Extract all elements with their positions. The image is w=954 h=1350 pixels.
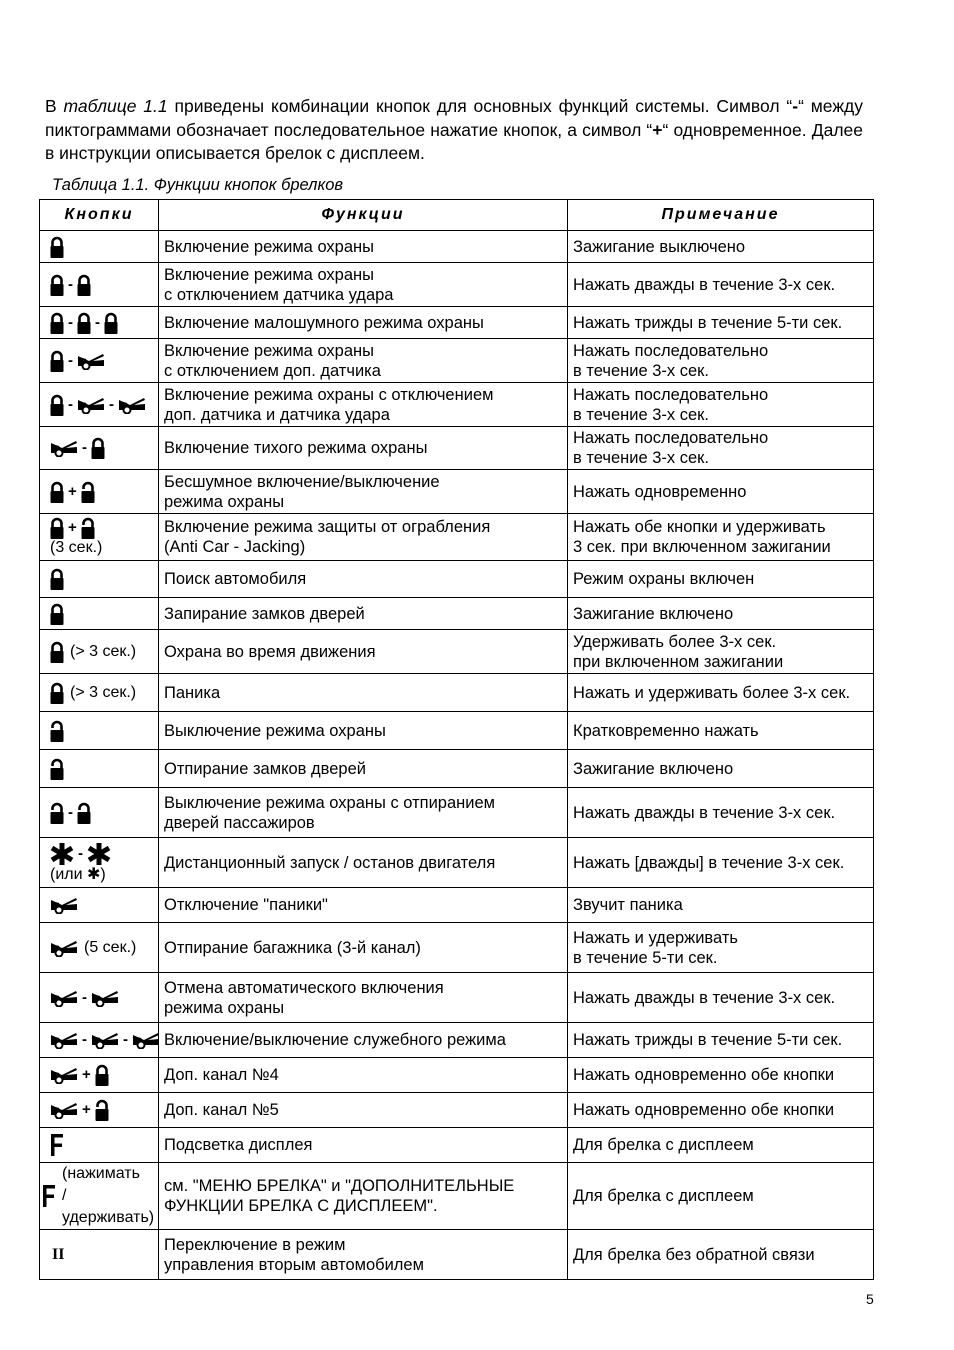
button-combination bbox=[50, 641, 156, 663]
trunk-car-icon bbox=[132, 1031, 160, 1049]
function-cell: Дистанционный запуск / останов двигателя bbox=[159, 838, 568, 888]
note-cell: Зажигание выключено bbox=[568, 231, 874, 263]
table-reference: таблице 1.1 bbox=[63, 96, 168, 116]
note-cell: Нажать дважды в течение 3-х сек. bbox=[568, 973, 874, 1023]
function-cell: Доп. канал №5 bbox=[159, 1093, 568, 1128]
trunk-car-icon bbox=[50, 1031, 78, 1049]
lock-icon bbox=[50, 603, 64, 625]
buttons-cell bbox=[40, 838, 159, 888]
function-cell: Включение режима охраны bbox=[159, 231, 568, 263]
function-cell: см. "МЕНЮ БРЕЛКА" и "ДОПОЛНИТЕЛЬНЫЕ ФУНКЦИИ БРЕЛКА С ДИСПЛЕЕМ". bbox=[159, 1163, 568, 1230]
button-combination bbox=[50, 938, 156, 958]
header-note: Примечание bbox=[568, 200, 874, 231]
lock-icon bbox=[104, 312, 118, 334]
buttons-cell bbox=[40, 888, 159, 923]
simultaneous-separator: + bbox=[68, 519, 77, 536]
button-combination bbox=[50, 274, 156, 296]
table-row bbox=[40, 561, 874, 598]
note-cell: Нажать [дважды] в течение 3-х сек. bbox=[568, 838, 874, 888]
simultaneous-separator: + bbox=[82, 1066, 91, 1083]
intro-paragraph bbox=[45, 95, 863, 166]
sequential-separator: - bbox=[82, 988, 87, 1006]
button-duration-note: (5 сек.) bbox=[84, 938, 137, 956]
table-row bbox=[40, 263, 874, 307]
buttons-cell bbox=[40, 1163, 159, 1230]
note-cell: Удерживать более 3-х сек. при включенном зажигании bbox=[568, 630, 874, 674]
page-number: 5 bbox=[866, 1291, 874, 1307]
table-row bbox=[40, 1093, 874, 1128]
button-duration-note: (> 3 сек.) bbox=[70, 642, 137, 660]
trunk-car-icon bbox=[50, 1101, 78, 1119]
note-cell: Нажать одновременно обе кнопки bbox=[568, 1093, 874, 1128]
buttons-cell bbox=[40, 231, 159, 263]
buttons-cell bbox=[40, 750, 159, 788]
intro-text: приведены комбинации кнопок для основных функций системы. Символ “ bbox=[167, 96, 793, 116]
unlock-icon bbox=[50, 802, 64, 824]
intro-text: “ одновременное. Далее в инструкции описывается брелок с дисплеем. bbox=[45, 119, 863, 163]
unlock-icon bbox=[50, 720, 64, 742]
simultaneous-separator: + bbox=[68, 482, 77, 500]
note-cell: Нажать трижды в течение 5-ти сек. bbox=[568, 307, 874, 339]
trunk-car-icon bbox=[118, 396, 146, 414]
table-row bbox=[40, 838, 874, 888]
note-cell: Нажать и удерживать в течение 5-ти сек. bbox=[568, 923, 874, 973]
lock-icon bbox=[50, 568, 64, 590]
trunk-car-icon bbox=[50, 939, 78, 957]
function-cell: Бесшумное включение/выключение режима охраны bbox=[159, 470, 568, 514]
note-cell: Зажигание включено bbox=[568, 598, 874, 630]
function-cell: Включение режима защиты от ограбления (Anti Car - Jacking) bbox=[159, 514, 568, 561]
button-combination bbox=[50, 1030, 156, 1050]
buttons-cell bbox=[40, 674, 159, 712]
button-combination bbox=[50, 758, 156, 780]
lock-icon bbox=[50, 517, 64, 539]
note-cell: Зажигание включено bbox=[568, 750, 874, 788]
button-combination bbox=[50, 481, 156, 503]
table-row bbox=[40, 788, 874, 838]
note-cell: Режим охраны включен bbox=[568, 561, 874, 598]
table-row bbox=[40, 307, 874, 339]
button-combination bbox=[50, 720, 156, 742]
button-combination bbox=[50, 1133, 156, 1157]
button-combination bbox=[50, 437, 156, 459]
buttons-cell bbox=[40, 561, 159, 598]
note-cell: Нажать и удерживать более 3-х сек. bbox=[568, 674, 874, 712]
note-cell: Нажать обе кнопки и удерживать 3 сек. при включенном зажигании bbox=[568, 514, 874, 561]
note-cell: Нажать дважды в течение 3-х сек. bbox=[568, 788, 874, 838]
note-cell: Кратковременно нажать bbox=[568, 712, 874, 750]
button-combination bbox=[50, 988, 156, 1008]
table-row bbox=[40, 383, 874, 427]
buttons-cell bbox=[40, 1128, 159, 1163]
buttons-cell bbox=[40, 630, 159, 674]
sequential-separator: - bbox=[82, 1031, 87, 1048]
function-cell: Подсветка дисплея bbox=[159, 1128, 568, 1163]
second-car-button-icon: II bbox=[52, 1245, 65, 1263]
button-combination bbox=[50, 802, 156, 824]
table-row bbox=[40, 1058, 874, 1093]
button-duration-note: (нажимать / удерживать) bbox=[62, 1165, 155, 1226]
table-row bbox=[40, 1230, 874, 1280]
function-cell: Доп. канал №4 bbox=[159, 1058, 568, 1093]
note-cell: Звучит паника bbox=[568, 888, 874, 923]
buttons-cell bbox=[40, 1058, 159, 1093]
table-row bbox=[40, 598, 874, 630]
sequential-separator: - bbox=[68, 275, 73, 293]
function-cell: Выключение режима охраны bbox=[159, 712, 568, 750]
trunk-car-icon bbox=[50, 439, 78, 457]
button-duration-note: (3 сек.) bbox=[50, 539, 103, 556]
button-combination bbox=[50, 394, 156, 416]
note-cell: Нажать дважды в течение 3-х сек. bbox=[568, 263, 874, 307]
sequential-separator: - bbox=[68, 395, 73, 413]
buttons-cell bbox=[40, 263, 159, 307]
table-row bbox=[40, 1023, 874, 1058]
note-cell: Нажать последовательно в течение 3-х сек. bbox=[568, 427, 874, 470]
function-cell: Охрана во время движения bbox=[159, 630, 568, 674]
buttons-cell bbox=[40, 923, 159, 973]
function-cell: Включение режима охраны с отключением датчика удара bbox=[159, 263, 568, 307]
function-cell: Включение режима охраны с отключением доп. датчика bbox=[159, 339, 568, 383]
table-row bbox=[40, 427, 874, 470]
button-combination bbox=[50, 312, 156, 334]
engine-start-icon bbox=[87, 842, 111, 866]
trunk-car-icon bbox=[50, 896, 78, 914]
trunk-car-icon bbox=[91, 1031, 119, 1049]
function-cell: Отпирание замков дверей bbox=[159, 750, 568, 788]
lock-icon bbox=[50, 481, 64, 503]
intro-text: В bbox=[45, 96, 64, 116]
sequential-separator: - bbox=[68, 313, 73, 331]
button-combination bbox=[50, 682, 156, 704]
trunk-car-icon bbox=[91, 989, 119, 1007]
lock-icon bbox=[95, 1064, 109, 1086]
note-cell: Нажать одновременно bbox=[568, 470, 874, 514]
unlock-icon bbox=[81, 517, 95, 539]
button-combination bbox=[42, 1163, 156, 1229]
table-row bbox=[40, 339, 874, 383]
table-row bbox=[40, 888, 874, 923]
header-functions: Функции bbox=[159, 200, 568, 231]
sequential-separator: - bbox=[68, 803, 73, 821]
buttons-cell bbox=[40, 427, 159, 470]
trunk-car-icon bbox=[50, 1066, 78, 1084]
lock-icon bbox=[50, 350, 64, 372]
note-cell: Нажать одновременно обе кнопки bbox=[568, 1058, 874, 1093]
button-combination bbox=[50, 603, 156, 625]
note-cell: Для брелка без обратной связи bbox=[568, 1230, 874, 1280]
lock-icon bbox=[77, 274, 91, 296]
function-cell: Включение/выключение служебного режима bbox=[159, 1023, 568, 1058]
table-row bbox=[40, 712, 874, 750]
header-buttons: Кнопки bbox=[40, 200, 159, 231]
buttons-cell bbox=[40, 383, 159, 427]
buttons-cell bbox=[40, 598, 159, 630]
trunk-car-icon bbox=[77, 352, 105, 370]
note-cell: Для брелка с дисплеем bbox=[568, 1128, 874, 1163]
lock-icon bbox=[50, 682, 64, 704]
lock-icon bbox=[50, 236, 64, 258]
sequential-separator: - bbox=[82, 439, 87, 456]
function-cell: Переключение в режим управления вторым автомобилем bbox=[159, 1230, 568, 1280]
table-row bbox=[40, 973, 874, 1023]
lock-icon bbox=[50, 312, 64, 334]
function-cell: Включение режима охраны с отключением доп. датчика и датчика удара bbox=[159, 383, 568, 427]
buttons-cell bbox=[40, 514, 159, 561]
function-cell: Запирание замков дверей bbox=[159, 598, 568, 630]
function-cell: Выключение режима охраны с отпиранием дверей пассажиров bbox=[159, 788, 568, 838]
button-combination bbox=[50, 568, 156, 590]
sequential-separator: - bbox=[123, 1031, 128, 1048]
table-row bbox=[40, 1128, 874, 1163]
button-duration-note: (> 3 сек.) bbox=[70, 683, 137, 701]
buttons-cell bbox=[40, 1230, 159, 1280]
lock-icon bbox=[50, 274, 64, 296]
sequential-separator: - bbox=[68, 351, 73, 369]
table-row bbox=[40, 674, 874, 712]
plus-symbol: + bbox=[652, 119, 663, 140]
function-cell: Включение малошумного режима охраны bbox=[159, 307, 568, 339]
button-combination bbox=[50, 236, 156, 258]
function-cell: Отпирание багажника (3-й канал) bbox=[159, 923, 568, 973]
note-cell: Для брелка с дисплеем bbox=[568, 1163, 874, 1230]
buttons-cell bbox=[40, 1023, 159, 1058]
buttons-functions-table bbox=[39, 199, 874, 1280]
buttons-cell bbox=[40, 973, 159, 1023]
f-button-icon bbox=[50, 1133, 64, 1157]
table-row bbox=[40, 231, 874, 263]
button-combination bbox=[50, 350, 156, 372]
function-cell: Включение тихого режима охраны bbox=[159, 427, 568, 470]
buttons-cell bbox=[40, 339, 159, 383]
sequential-separator: - bbox=[109, 395, 114, 413]
note-cell: Нажать последовательно в течение 3-х сек. bbox=[568, 339, 874, 383]
unlock-icon bbox=[50, 758, 64, 780]
function-cell: Поиск автомобиля bbox=[159, 561, 568, 598]
table-row bbox=[40, 514, 874, 561]
function-cell: Паника bbox=[159, 674, 568, 712]
button-combination bbox=[50, 842, 156, 866]
table-header-row bbox=[40, 200, 874, 231]
button-combination bbox=[50, 1099, 156, 1121]
sequential-separator: - bbox=[78, 844, 83, 862]
function-cell: Отмена автоматического включения режима охраны bbox=[159, 973, 568, 1023]
trunk-car-icon bbox=[77, 396, 105, 414]
unlock-icon bbox=[95, 1099, 109, 1121]
buttons-cell bbox=[40, 712, 159, 750]
unlock-icon bbox=[77, 802, 91, 824]
buttons-cell bbox=[40, 470, 159, 514]
note-cell: Нажать последовательно в течение 3-х сек. bbox=[568, 383, 874, 427]
intro-text: “ между пиктограммами обозначает последовательное нажатие кнопок, а символ “ bbox=[45, 96, 863, 140]
lock-icon bbox=[50, 641, 64, 663]
f-button-icon bbox=[42, 1184, 56, 1208]
buttons-cell bbox=[40, 307, 159, 339]
lock-icon bbox=[50, 394, 64, 416]
unlock-icon bbox=[81, 481, 95, 503]
table-caption: Таблица 1.1. Функции кнопок брелков bbox=[52, 176, 344, 194]
dash-symbol: - bbox=[792, 96, 799, 116]
function-cell: Отключение "паники" bbox=[159, 888, 568, 923]
lock-icon bbox=[77, 312, 91, 334]
buttons-cell bbox=[40, 1093, 159, 1128]
sequential-separator: - bbox=[95, 313, 100, 331]
button-combination bbox=[50, 896, 156, 914]
button-combination bbox=[50, 1245, 156, 1265]
engine-start-icon bbox=[50, 842, 74, 866]
note-cell: Нажать трижды в течение 5-ти сек. bbox=[568, 1023, 874, 1058]
button-combination bbox=[50, 1064, 156, 1086]
buttons-cell bbox=[40, 788, 159, 838]
trunk-car-icon bbox=[50, 989, 78, 1007]
table-row bbox=[40, 1163, 874, 1230]
table-row bbox=[40, 470, 874, 514]
button-combination bbox=[50, 517, 156, 539]
table-row bbox=[40, 750, 874, 788]
lock-icon bbox=[91, 437, 105, 459]
button-duration-note: (или ✱) bbox=[50, 865, 106, 883]
table-row bbox=[40, 923, 874, 973]
table-row bbox=[40, 630, 874, 674]
simultaneous-separator: + bbox=[82, 1101, 91, 1118]
